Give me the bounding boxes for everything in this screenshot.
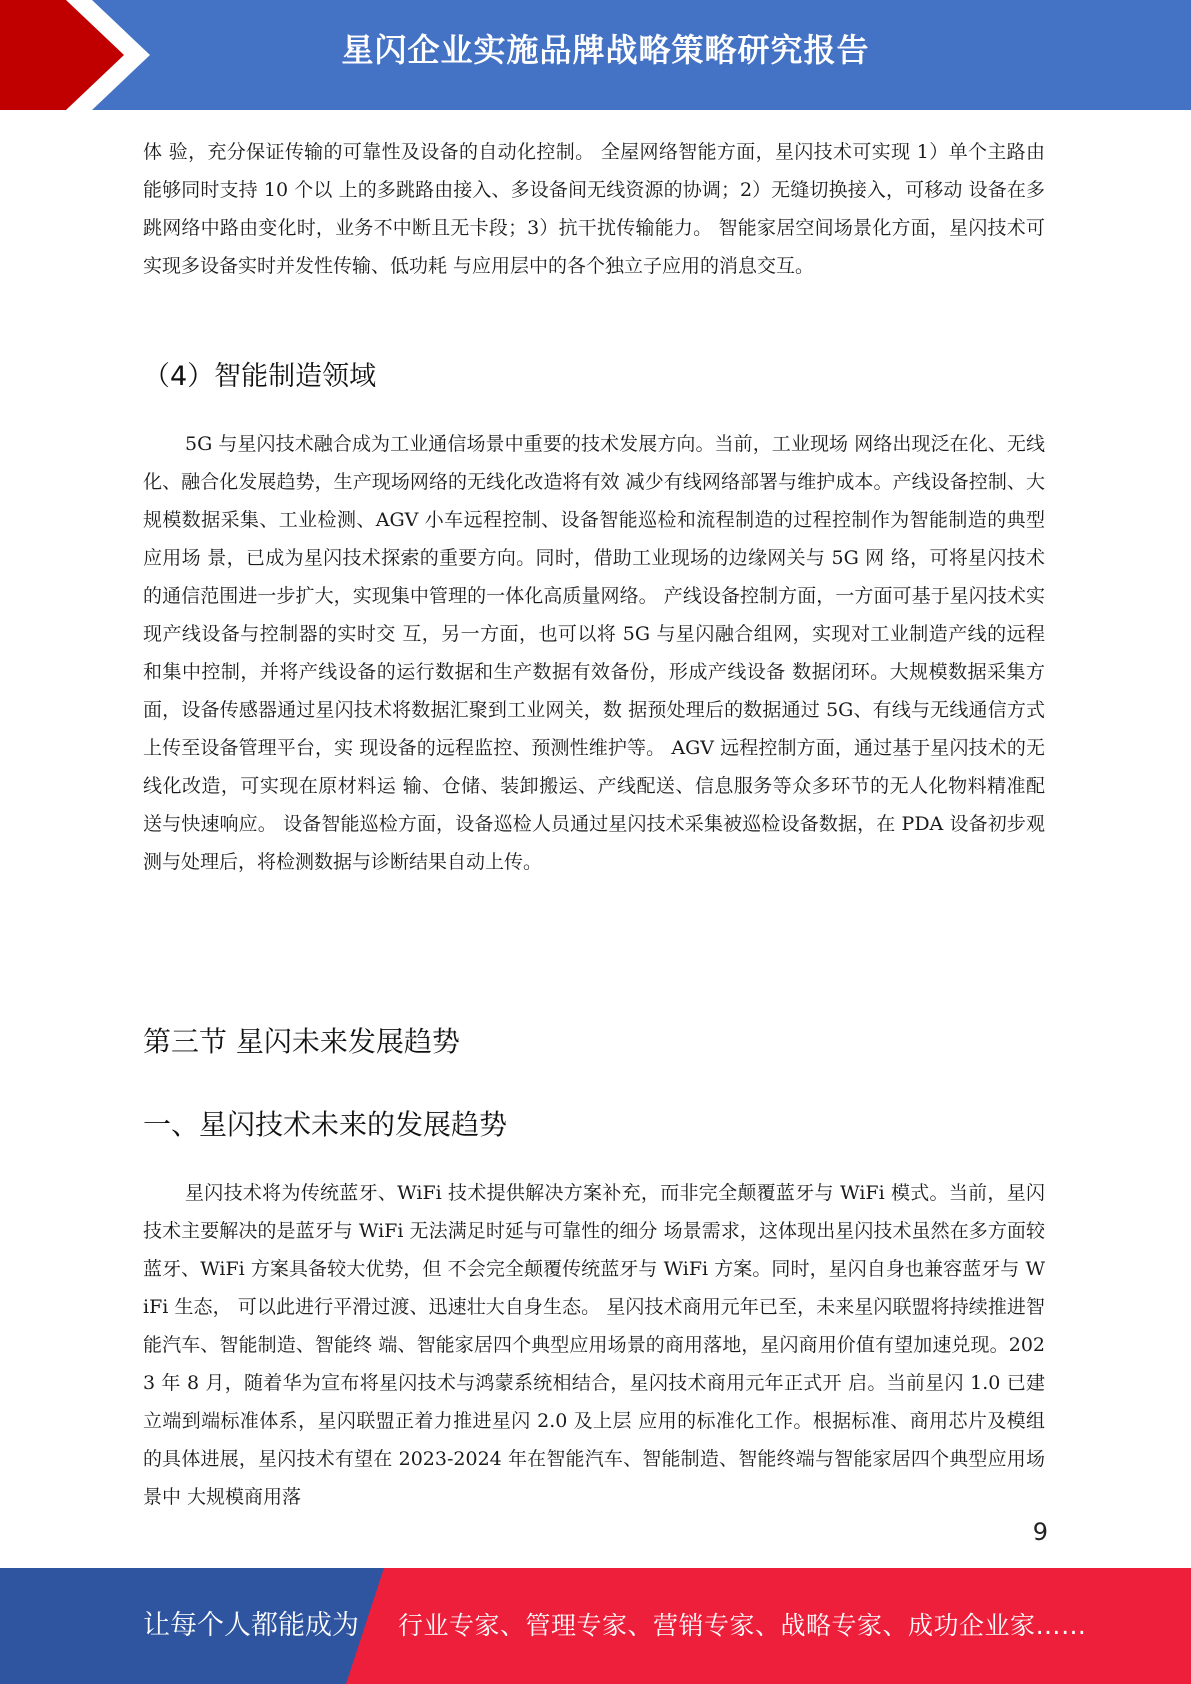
document-title: 星闪企业实施品牌战略策略研究报告 — [341, 31, 870, 69]
heading-tech-trend: 一、星闪技术未来的发展趋势 — [143, 1108, 508, 1141]
page-footer — [0, 1568, 1191, 1684]
page-header — [0, 0, 1191, 110]
page-number: 9 — [1032, 1518, 1048, 1546]
paragraph-text: 星闪技术将为传统蓝牙、WiFi 技术提供解决方案补充，而非完全颠覆蓝牙与 WiFi 模式。当前，星闪技术主要解决的是蓝牙与 WiFi 无法满足时延与可靠性的细分 场景需求，这体现出星闪技术虽然在多方面较蓝牙、WiFi 方案具备较大优势，但 不会完全颠覆传统蓝牙与 WiFi 方案。同时，星闪自身也兼容蓝牙与 WiFi 生态， 可以此进行平滑过渡、迅速壮大自身生态。 星闪技术商用元年已至，未来星闪联盟将持续推进智能汽车、智能制造、智能终 端、智能家居四个典型应用场景的商用落地，星闪商用价值有望加速兑现。2023 年 8 月，随着华为宣布将星闪技术与鸿蒙系统相结合，星闪技术商用元年正式开 启。当前星闪 1.0 已建立端到端标准体系，星闪联盟正着力推进星闪 2.0 及上层 应用的标准化工作。根据标准、商用芯片及模组的具体进展，星闪技术有望在 2023-2024 年在智能汽车、智能制造、智能终端与智能家居四个典型应用场景中 大规模商用落 — [143, 1182, 1045, 1508]
paragraph-text: 5G 与星闪技术融合成为工业通信场景中重要的技术发展方向。当前，工业现场 网络出现泛在化、无线化、融合化发展趋势，生产现场网络的无线化改造将有效 减少有线网络部署与维护成本。产线设备控制、大规模数据采集、工业检测、AGV 小车远程控制、设备智能巡检和流程制造的过程控制作为智能制造的典型应用场 景，已成为星闪技术探索的重要方向。同时，借助工业现场的边缘网关与 5G 网 络，可将星闪技术的通信范围进一步扩大，实现集中管理的一体化高质量网络。 产线设备控制方面，一方面可基于星闪技术实现产线设备与控制器的实时交 互，另一方面，也可以将 5G 与星闪融合组网，实现对工业制造产线的远程 和集中控制，并将产线设备的运行数据和生产数据有效备份，形成产线设备 数据闭环。大规模数据采集方面，设备传感器通过星闪技术将数据汇聚到工业网关，数 据预处理后的数据通过 5G、有线与无线通信方式上传至设备管理平台，实 现设备的远程监控、预测性维护等。 AGV 远程控制方面，通过基于星闪技术的无线化改造，可实现在原材料运 输、仓储、装卸搬运、产线配送、信息服务等众多环节的无人化物料精准配 送与快速响应。 设备智能巡检方面，设备巡检人员通过星闪技术采集被巡检设备数据，在 PDA 设备初步观测与处理后，将检测数据与诊断结果自动上传。 — [143, 433, 1045, 873]
footer-slogan-right: 行业专家、管理专家、营销专家、战略专家、成功企业家…… — [398, 1611, 1087, 1640]
heading-section-three: 第三节 星闪未来发展趋势 — [143, 1025, 460, 1058]
heading-smart-manufacturing: （4）智能制造领域 — [143, 361, 377, 392]
body-paragraph-trend — [143, 1174, 1045, 1516]
body-paragraph-smart-home — [143, 133, 1045, 285]
footer-slogan-left: 让每个人都能成为 — [143, 1610, 359, 1641]
paragraph-text: 体 验，充分保证传输的可靠性及设备的自动化控制。 全屋网络智能方面，星闪技术可实现 1）单个主路由能够同时支持 10 个以 上的多跳路由接入、多设备间无线资源的协调；2）无缝切换接入，可移动 设备在多跳网络中路由变化时，业务不中断且无卡段；3）抗干扰传输能力。 智能家居空间场景化方面，星闪技术可实现多设备实时并发性传输、低功耗 与应用层中的各个独立子应用的消息交互。 — [143, 141, 1045, 277]
body-paragraph-manufacturing — [143, 425, 1045, 881]
